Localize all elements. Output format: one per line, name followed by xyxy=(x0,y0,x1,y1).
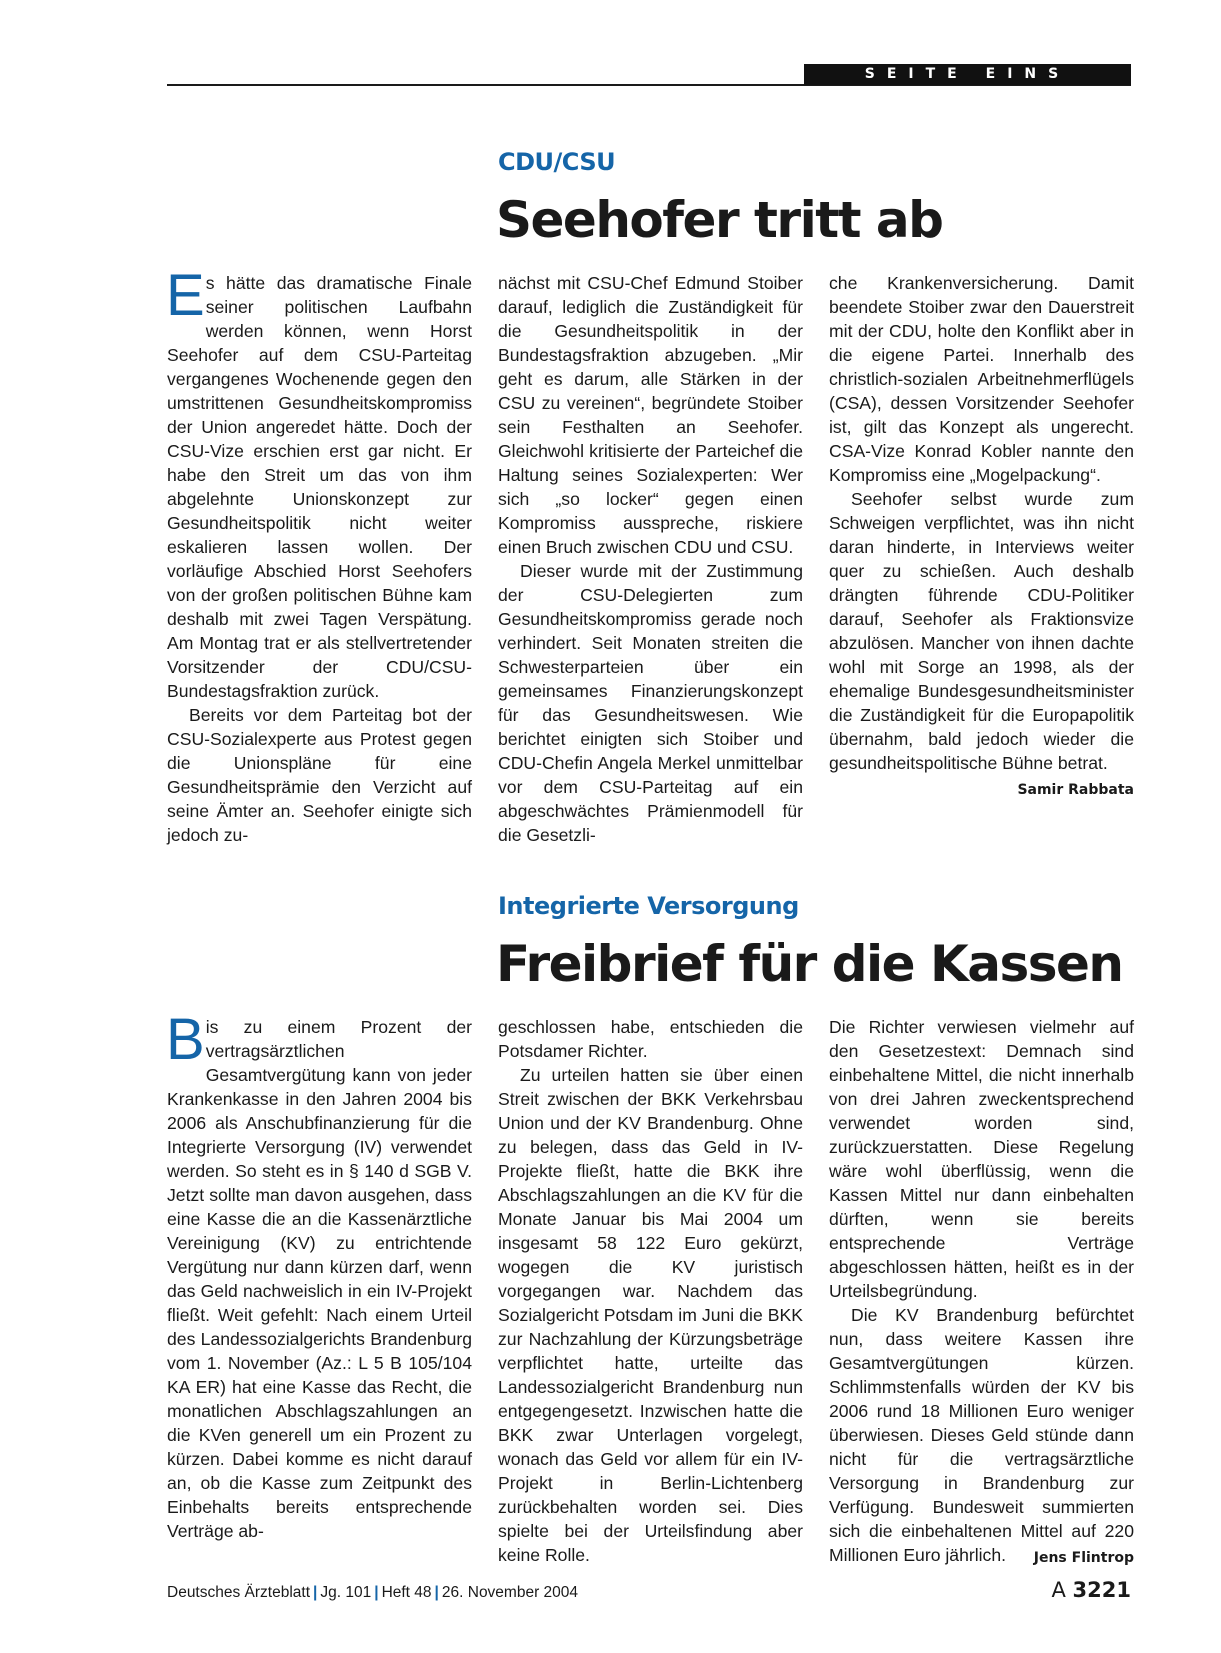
article1-paragraph xyxy=(166,263,472,703)
article1-paragraph: che Krankenversicherung. Damit beendete Stoiber zwar den Dauerstreit mit der CDU, holte den Konflikt aber in die eigene Partei. Innerhalb des christlich-sozialen Arbeitnehmerflügels (CSA), dessen Vorsitzender Seehofer ist, gilt das Konzept als ungerecht. CSA-Vize Konrad Kobler nannte den Kompromiss eine „Mogelpackung“. xyxy=(829,273,1134,485)
footer-separator: | xyxy=(434,1584,439,1601)
article2-column-3 xyxy=(829,1015,1134,1570)
footer-date: 26. November 2004 xyxy=(441,1584,579,1601)
article2-kicker: Integrierte Versorgung xyxy=(498,892,799,920)
footer-volume: Jg. 101 xyxy=(320,1584,372,1601)
footer-journal: Deutsches Ärzteblatt xyxy=(167,1584,311,1601)
article2-column-1 xyxy=(166,1007,472,1543)
page-prefix: A xyxy=(1051,1578,1066,1602)
article1-title: Seehofer tritt ab xyxy=(496,191,943,249)
article2-text: Die KV Brandenburg befürchtet nun, dass weitere Kassen ihre Gesamtvergütungen kürzen. Schlimmstenfalls würden der KV bis 2006 rund 18 Millionen Euro weniger überwiesen. Dieses Geld stünde dann nicht für die vertragsärztliche Versorgung in Brandenburg zur Verfügung. Bundesweit summierten sich die einbehaltenen Mittel auf 220 Millionen Euro jährlich. xyxy=(829,1305,1134,1565)
section-header: SEITE EINS xyxy=(804,64,1131,85)
footer xyxy=(167,1584,578,1602)
article1-paragraph xyxy=(829,487,1134,798)
article2-paragraph: geschlossen habe, entschieden die Potsdamer Richter. xyxy=(498,1017,803,1061)
article2-dropcap: B xyxy=(166,1007,205,1072)
article1-column-1 xyxy=(166,263,472,847)
article2-paragraph: Die Richter verwiesen vielmehr auf den Gesetzestext: Demnach sind einbehaltene Mittel, die nicht innerhalb von drei Jahren zweckentsprechend verwendet worden sind, zurückzuerstatten. Diese Regelung wäre wohl überflüssig, wenn die Kassen Mittel nur dann einbehalten dürften, wenn sie bereits entsprechende Verträge abgeschlossen hätten, heißt es in der Urteilsbegründung. xyxy=(829,1017,1134,1301)
article1-text: s hätte das dramatische Finale seiner politischen Laufbahn werden können, wenn Horst Seehofer auf dem CSU-Parteitag vergangenes Wochenende gegen den umstrittenen Gesundheitskompromiss der Union angeredet hätte. Doch der CSU-Vize erschien erst gar nicht. Er habe den Streit um das von ihm abgelehnte Unionskonzept zur Gesundheitspolitik nicht weiter eskalieren lassen wollen. Der vorläufige Abschied Horst Seehofers von der großen politischen Bühne kam deshalb mit zwei Tagen Verspätung. Am Montag trat er als stellvertretender Vorsitzender der CDU/CSU-Bundestagsfraktion zurück. xyxy=(167,273,472,701)
article1-column-3 xyxy=(829,271,1134,802)
article1-author: Samir Rabbata xyxy=(1017,782,1134,798)
article2-paragraph xyxy=(166,1007,472,1543)
article2-text: is zu einem Prozent der vertragsärztlichen Gesamtvergütung kann von jeder Krankenkasse in den Jahren 2004 bis 2006 als Anschubfinanzierung für die Integrierte Versorgung (IV) verwendet werden. So steht es in § 140 d SGB V. Jetzt sollte man davon ausgehen, dass eine Kasse die an die Kassenärztliche Vereinigung (KV) zu entrichtende Vergütung nur dann kürzen darf, wenn das Geld nachweislich in ein IV-Projekt fließt. Weit gefehlt: Nach einem Urteil des Landessozialgerichts Brandenburg vom 1. November (Az.: L 5 B 105/104 KA ER) hat eine Kasse das Recht, die monatlichen Abschlagszahlungen an die KVen generell um ein Prozent zu kürzen. Dabei komme es nicht darauf an, ob die Kasse zum Zeitpunkt des Einbehalts bereits entsprechende Verträge ab- xyxy=(167,1017,472,1541)
article1-paragraph: Bereits vor dem Parteitag bot der CSU-Sozialexperte aus Protest gegen die Unionspläne für eine Gesundheitsprämie den Verzicht auf seine Ämter an. Seehofer einigte sich jedoch zu- xyxy=(167,705,472,845)
footer-separator: | xyxy=(313,1584,318,1601)
article2-paragraph xyxy=(829,1303,1134,1567)
page-number-value: 3221 xyxy=(1072,1578,1131,1602)
article2-column-2 xyxy=(498,1015,803,1567)
article1-paragraph: nächst mit CSU-Chef Edmund Stoiber darauf, lediglich die Zuständigkeit für die Gesundheitspolitik in der Bundestagsfraktion abzugeben. „Mir geht es darum, alle Stärken in der CSU zu vereinen“, begründete Stoiber sein Festhalten an Seehofer. Gleichwohl kritisierte der Parteichef die Haltung seines Sozialexperten: Wer sich „so locker“ gegen einen Kompromiss ausspreche, riskiere einen Bruch zwischen CDU und CSU. xyxy=(498,273,803,557)
article1-kicker: CDU/CSU xyxy=(498,148,616,176)
footer-separator: | xyxy=(374,1584,379,1601)
article1-text: Seehofer selbst wurde zum Schweigen verpflichtet, was ihn nicht daran hinderte, in Interviews weiter quer zu schießen. Auch deshalb drängten führende CDU-Politiker darauf, Seehofer als Fraktionsvize abzulösen. Mancher von ihnen dachte wohl mit Sorge an 1998, als der ehemalige Bundesgesundheitsminister die Zuständigkeit für die Europapolitik übernahm, bald jedoch wieder die gesundheitspolitische Bühne betrat. xyxy=(829,489,1134,773)
page-number xyxy=(1051,1578,1131,1602)
article2-author: Jens Flintrop xyxy=(1033,1550,1134,1566)
article2-title: Freibrief für die Kassen xyxy=(496,935,1123,993)
article2-paragraph: Zu urteilen hatten sie über einen Streit zwischen der BKK Verkehrsbau Union und der KV Brandenburg. Ohne zu belegen, dass das Geld in IV-Projekte fließt, hatte die BKK ihre Abschlagszahlungen an die KV für die Monate Januar bis Mai 2004 um insgesamt 58 122 Euro gekürzt, wogegen die KV juristisch vorgegangen war. Nachdem das Sozialgericht Potsdam im Juni die BKK zur Nachzahlung der Kürzungsbeträge verpflichtet hatte, urteilte das Landessozialgericht Brandenburg nun entgegengesetzt. Inzwischen hatte die BKK zwar Unterlagen vorgelegt, wonach das Geld vor allem für ein IV-Projekt in Berlin-Lichtenberg zurückbehalten worden sei. Dies spielte bei der Urteilsfindung aber keine Rolle. xyxy=(498,1065,803,1565)
footer-issue: Heft 48 xyxy=(381,1584,432,1601)
article1-paragraph: Dieser wurde mit der Zustimmung der CSU-Delegierten zum Gesundheitskompromiss gerade noch verhindert. Seit Monaten streiten die Schwesterparteien über ein gemeinsames Finanzierungskonzept für das Gesundheitswesen. Wie berichtet einigten sich Stoiber und CDU-Chefin Angela Merkel unmittelbar vor dem CSU-Parteitag auf ein abgeschwächtes Prämienmodell für die Gesetzli- xyxy=(498,561,803,845)
article1-dropcap: E xyxy=(166,263,205,328)
article1-column-2 xyxy=(498,271,803,847)
